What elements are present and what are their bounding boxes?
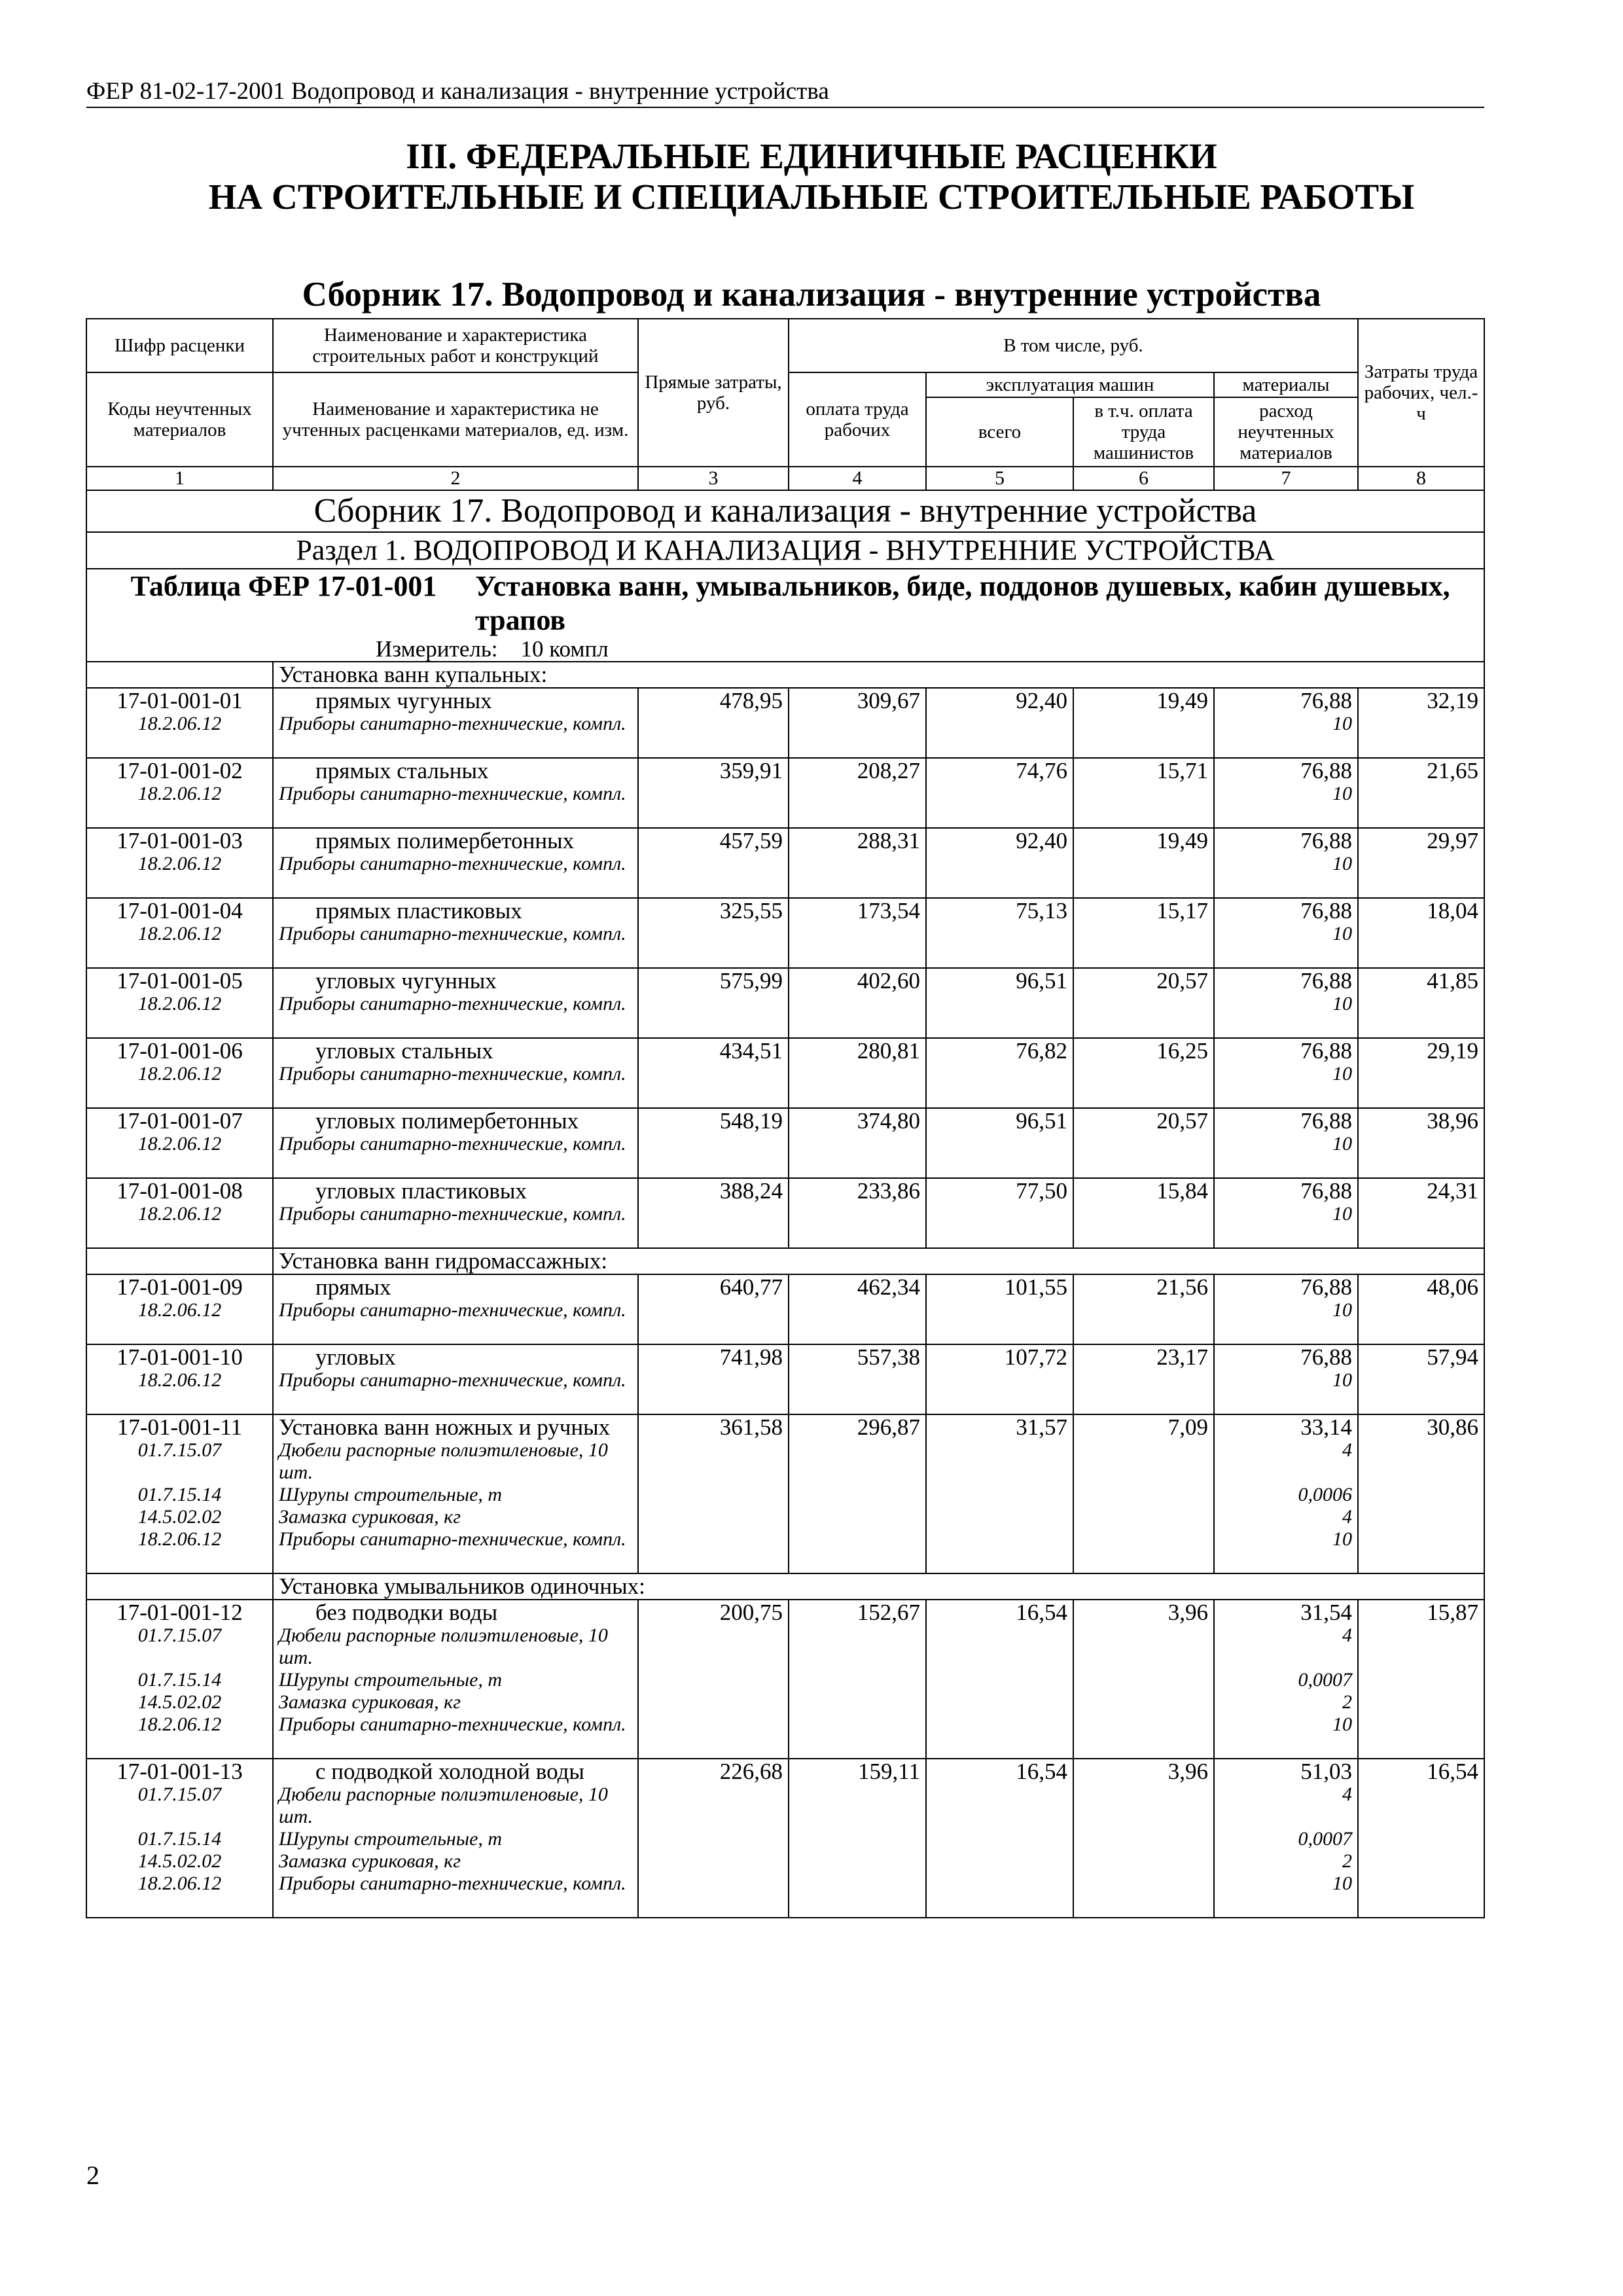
value-c3: 361,58 bbox=[638, 1414, 789, 1573]
materials-value: 76,88 bbox=[1300, 1178, 1352, 1204]
value-c8: 57,94 bbox=[1358, 1344, 1484, 1414]
material-code: 01.7.15.07 bbox=[137, 1624, 222, 1646]
col-number: 8 bbox=[1358, 467, 1484, 490]
material-name: Приборы санитарно-технические, компл. bbox=[279, 1369, 626, 1391]
material-qty: 10 bbox=[1332, 1133, 1352, 1155]
value-c5: 101,55 bbox=[926, 1274, 1073, 1344]
col-number: 2 bbox=[273, 467, 638, 490]
materials-cell bbox=[1214, 758, 1358, 828]
work-name-cell bbox=[273, 968, 638, 1038]
rate-code: 17-01-001-05 bbox=[116, 968, 243, 994]
col-number: 4 bbox=[789, 467, 926, 490]
col4-header: оплата труда рабочих bbox=[789, 372, 926, 467]
material-name: Приборы санитарно-технические, компл. bbox=[279, 1713, 626, 1735]
table-row bbox=[86, 1414, 1484, 1573]
work-name-cell bbox=[273, 1108, 638, 1178]
value-c8: 18,04 bbox=[1358, 898, 1484, 968]
material-qty: 10 bbox=[1332, 1369, 1352, 1391]
materials-cell bbox=[1214, 1600, 1358, 1759]
material-qty: 10 bbox=[1332, 1873, 1352, 1894]
work-name-cell bbox=[273, 898, 638, 968]
material-code: 18.2.06.12 bbox=[137, 1713, 222, 1735]
col-number: 7 bbox=[1214, 467, 1358, 490]
table-row bbox=[86, 1759, 1484, 1918]
value-c6: 20,57 bbox=[1073, 968, 1214, 1038]
materials-cell bbox=[1214, 1038, 1358, 1108]
material-name: Приборы санитарно-технические, компл. bbox=[279, 1203, 626, 1225]
group-spacer bbox=[86, 1573, 273, 1600]
work-name-cell bbox=[273, 1414, 638, 1573]
materials-value: 31,54 bbox=[1300, 1600, 1352, 1625]
rate-code-cell bbox=[86, 1038, 273, 1108]
materials-value: 33,14 bbox=[1300, 1414, 1352, 1440]
work-name-cell bbox=[273, 1344, 638, 1414]
materials-cell bbox=[1214, 1108, 1358, 1178]
material-code: 01.7.15.14 bbox=[137, 1669, 222, 1691]
material-qty: 4 bbox=[1342, 1439, 1352, 1461]
part-title-line-2: НА СТРОИТЕЛЬНЫЕ И СПЕЦИАЛЬНЫЕ СТРОИТЕЛЬНЫЕ РАБОТЫ bbox=[208, 177, 1415, 217]
work-name: угловых пластиковых bbox=[315, 1178, 527, 1204]
materials-value: 76,88 bbox=[1300, 1274, 1352, 1300]
value-c3: 457,59 bbox=[638, 828, 789, 898]
work-name: угловых полимербетонных bbox=[315, 1108, 579, 1134]
materials-cell bbox=[1214, 898, 1358, 968]
rate-code-cell bbox=[86, 1600, 273, 1759]
value-c6: 16,25 bbox=[1073, 1038, 1214, 1108]
value-c3: 640,77 bbox=[638, 1274, 789, 1344]
material-qty: 10 bbox=[1332, 993, 1352, 1014]
value-c6: 3,96 bbox=[1073, 1759, 1214, 1918]
material-qty: 4 bbox=[1342, 1624, 1352, 1646]
value-c6: 3,96 bbox=[1073, 1600, 1214, 1759]
work-name-cell bbox=[273, 758, 638, 828]
materials-value: 76,88 bbox=[1300, 1038, 1352, 1064]
value-c5: 92,40 bbox=[926, 688, 1073, 758]
table-row bbox=[86, 1038, 1484, 1108]
material-name: Дюбели распорные полиэтиленовые, 10 шт. bbox=[279, 1784, 608, 1827]
value-c8: 38,96 bbox=[1358, 1108, 1484, 1178]
section-row: Раздел 1. ВОДОПРОВОД И КАНАЛИЗАЦИЯ - ВНУТРЕННИЕ УСТРОЙСТВА bbox=[86, 532, 1484, 569]
value-c4: 402,60 bbox=[789, 968, 926, 1038]
materials-value: 76,88 bbox=[1300, 828, 1352, 853]
rate-code: 17-01-001-08 bbox=[116, 1178, 243, 1204]
material-name: Приборы санитарно-технические, компл. bbox=[279, 923, 626, 944]
work-name: прямых стальных bbox=[315, 758, 489, 783]
value-c5: 75,13 bbox=[926, 898, 1073, 968]
value-c4: 173,54 bbox=[789, 898, 926, 968]
material-code: 18.2.06.12 bbox=[137, 1063, 222, 1085]
material-name: Шурупы строительные, т bbox=[279, 1828, 503, 1850]
material-name: Шурупы строительные, т bbox=[279, 1669, 503, 1691]
value-c4: 309,67 bbox=[789, 688, 926, 758]
value-c3: 200,75 bbox=[638, 1600, 789, 1759]
material-name: Приборы санитарно-технические, компл. bbox=[279, 1528, 626, 1550]
material-name: Приборы санитарно-технические, компл. bbox=[279, 1299, 626, 1321]
value-c4: 280,81 bbox=[789, 1038, 926, 1108]
value-c8: 48,06 bbox=[1358, 1274, 1484, 1344]
table-name: Установка ванн, умывальников, биде, поддонов душевых, кабин душевых, трапов bbox=[475, 570, 1450, 636]
value-c4: 208,27 bbox=[789, 758, 926, 828]
part-title bbox=[0, 136, 1623, 217]
material-name: Приборы санитарно-технические, компл. bbox=[279, 1873, 626, 1894]
table-row bbox=[86, 1108, 1484, 1178]
material-qty: 10 bbox=[1332, 923, 1352, 944]
value-c5: 107,72 bbox=[926, 1344, 1073, 1414]
work-name-cell bbox=[273, 1274, 638, 1344]
value-c6: 19,49 bbox=[1073, 828, 1214, 898]
rate-code-cell bbox=[86, 1344, 273, 1414]
value-c8: 24,31 bbox=[1358, 1178, 1484, 1248]
material-code: 18.2.06.12 bbox=[137, 853, 222, 874]
material-code: 18.2.06.12 bbox=[137, 783, 222, 804]
materials-value: 76,88 bbox=[1300, 898, 1352, 924]
material-name: Приборы санитарно-технические, компл. bbox=[279, 1133, 626, 1155]
value-c3: 548,19 bbox=[638, 1108, 789, 1178]
material-qty: 10 bbox=[1332, 1203, 1352, 1225]
incl-header: В том числе, руб. bbox=[789, 319, 1358, 372]
page-header: ФЕР 81-02-17-2001 Водопровод и канализация - внутренние устройства bbox=[86, 77, 1484, 108]
value-c6: 7,09 bbox=[1073, 1414, 1214, 1573]
col2-header-b: Наименование и характеристика не учтенных расценками материалов, ед. изм. bbox=[273, 372, 638, 467]
material-code: 18.2.06.12 bbox=[137, 993, 222, 1014]
work-name: угловых стальных bbox=[315, 1038, 493, 1064]
material-qty: 10 bbox=[1332, 1528, 1352, 1550]
rates-table bbox=[86, 318, 1485, 1918]
value-c5: 96,51 bbox=[926, 1108, 1073, 1178]
material-qty: 10 bbox=[1332, 783, 1352, 804]
value-c4: 159,11 bbox=[789, 1759, 926, 1918]
materials-cell bbox=[1214, 828, 1358, 898]
material-code: 18.2.06.12 bbox=[137, 1299, 222, 1321]
rate-code-cell bbox=[86, 1108, 273, 1178]
group-label: Установка ванн гидромассажных: bbox=[273, 1248, 1484, 1274]
rate-code-cell bbox=[86, 1178, 273, 1248]
group-label: Установка умывальников одиночных: bbox=[273, 1573, 1484, 1600]
rate-code: 17-01-001-12 bbox=[116, 1600, 243, 1625]
material-qty: 0,0007 bbox=[1298, 1828, 1352, 1850]
material-name: Шурупы строительные, т bbox=[279, 1484, 503, 1505]
col3-header: Прямые затраты, руб. bbox=[638, 319, 789, 467]
rate-code-cell bbox=[86, 1414, 273, 1573]
work-name: прямых чугунных bbox=[315, 688, 492, 713]
material-qty: 4 bbox=[1342, 1784, 1352, 1805]
rate-code-cell bbox=[86, 968, 273, 1038]
value-c4: 288,31 bbox=[789, 828, 926, 898]
value-c8: 32,19 bbox=[1358, 688, 1484, 758]
materials-cell bbox=[1214, 1274, 1358, 1344]
work-name: прямых пластиковых bbox=[315, 898, 522, 924]
value-c6: 15,17 bbox=[1073, 898, 1214, 968]
material-code: 01.7.15.14 bbox=[137, 1484, 222, 1505]
group-row bbox=[86, 1573, 1484, 1600]
col-number: 3 bbox=[638, 467, 789, 490]
table-row bbox=[86, 1274, 1484, 1344]
machines-header: эксплуатация машин bbox=[926, 372, 1214, 397]
value-c4: 374,80 bbox=[789, 1108, 926, 1178]
col5-header: всего bbox=[926, 397, 1073, 467]
rate-code-cell bbox=[86, 1759, 273, 1918]
value-c4: 152,67 bbox=[789, 1600, 926, 1759]
work-name: с подводкой холодной воды bbox=[315, 1759, 584, 1784]
materials-cell bbox=[1214, 1344, 1358, 1414]
material-name: Замазка суриковая, кг bbox=[279, 1506, 461, 1528]
value-c5: 77,50 bbox=[926, 1178, 1073, 1248]
value-c5: 96,51 bbox=[926, 968, 1073, 1038]
work-name-cell bbox=[273, 1600, 638, 1759]
materials-cell bbox=[1214, 1759, 1358, 1918]
material-code: 18.2.06.12 bbox=[137, 1528, 222, 1550]
value-c8: 29,97 bbox=[1358, 828, 1484, 898]
material-name: Приборы санитарно-технические, компл. bbox=[279, 853, 626, 874]
col7-header: расход неучтенных материалов bbox=[1214, 397, 1358, 467]
table-row bbox=[86, 1178, 1484, 1248]
material-code: 14.5.02.02 bbox=[137, 1850, 222, 1872]
rate-code: 17-01-001-02 bbox=[116, 758, 243, 783]
value-c6: 20,57 bbox=[1073, 1108, 1214, 1178]
value-c5: 74,76 bbox=[926, 758, 1073, 828]
material-name: Замазка суриковая, кг bbox=[279, 1691, 461, 1713]
rate-code-cell bbox=[86, 828, 273, 898]
group-row bbox=[86, 1248, 1484, 1274]
table-code: Таблица ФЕР 17-01-001 bbox=[130, 570, 437, 602]
table-row bbox=[86, 1600, 1484, 1759]
materials-value: 76,88 bbox=[1300, 968, 1352, 994]
measure-value: 10 компл bbox=[520, 636, 609, 662]
material-qty: 0,0006 bbox=[1298, 1484, 1352, 1505]
col-number: 5 bbox=[926, 467, 1073, 490]
value-c4: 296,87 bbox=[789, 1414, 926, 1573]
value-c3: 575,99 bbox=[638, 968, 789, 1038]
rate-code: 17-01-001-01 bbox=[116, 688, 243, 713]
rate-code: 17-01-001-11 bbox=[116, 1414, 243, 1440]
material-qty: 2 bbox=[1342, 1691, 1352, 1713]
value-c5: 92,40 bbox=[926, 828, 1073, 898]
work-name-cell bbox=[273, 1038, 638, 1108]
material-code: 01.7.15.14 bbox=[137, 1828, 222, 1850]
material-code: 14.5.02.02 bbox=[137, 1691, 222, 1713]
measure-label: Измеритель: bbox=[376, 636, 498, 662]
table-row bbox=[86, 828, 1484, 898]
value-c3: 388,24 bbox=[638, 1178, 789, 1248]
rate-code-cell bbox=[86, 898, 273, 968]
col6-header: в т.ч. оплата труда машинистов bbox=[1073, 397, 1214, 467]
value-c4: 462,34 bbox=[789, 1274, 926, 1344]
value-c6: 15,84 bbox=[1073, 1178, 1214, 1248]
work-name: без подводки воды bbox=[315, 1600, 498, 1625]
value-c6: 21,56 bbox=[1073, 1274, 1214, 1344]
rate-code: 17-01-001-03 bbox=[116, 828, 243, 853]
materials-cell bbox=[1214, 1414, 1358, 1573]
material-name: Приборы санитарно-технические, компл. bbox=[279, 713, 626, 734]
table-row bbox=[86, 758, 1484, 828]
collection-title: Сборник 17. Водопровод и канализация - внутренние устройства bbox=[302, 276, 1321, 314]
materials-value: 76,88 bbox=[1300, 1344, 1352, 1370]
value-c5: 16,54 bbox=[926, 1759, 1073, 1918]
group-row bbox=[86, 662, 1484, 688]
work-name: Установка ванн ножных и ручных bbox=[279, 1414, 611, 1440]
material-name: Приборы санитарно-технические, компл. bbox=[279, 783, 626, 804]
value-c5: 16,54 bbox=[926, 1600, 1073, 1759]
value-c3: 325,55 bbox=[638, 898, 789, 968]
value-c4: 233,86 bbox=[789, 1178, 926, 1248]
materials-value: 76,88 bbox=[1300, 758, 1352, 783]
work-name-cell bbox=[273, 828, 638, 898]
page-number: 2 bbox=[86, 2161, 99, 2190]
material-name: Замазка суриковая, кг bbox=[279, 1850, 461, 1872]
group-spacer bbox=[86, 1248, 273, 1274]
value-c8: 21,65 bbox=[1358, 758, 1484, 828]
value-c3: 359,91 bbox=[638, 758, 789, 828]
col1-header-a: Шифр расценки bbox=[86, 319, 273, 372]
material-code: 18.2.06.12 bbox=[137, 1873, 222, 1894]
material-qty: 10 bbox=[1332, 1299, 1352, 1321]
material-code: 01.7.15.07 bbox=[137, 1439, 222, 1461]
material-code: 18.2.06.12 bbox=[137, 923, 222, 944]
table-row bbox=[86, 968, 1484, 1038]
material-qty: 10 bbox=[1332, 853, 1352, 874]
material-qty: 10 bbox=[1332, 1713, 1352, 1735]
table-row bbox=[86, 1344, 1484, 1414]
rate-code: 17-01-001-04 bbox=[116, 898, 243, 924]
value-c6: 19,49 bbox=[1073, 688, 1214, 758]
materials-value: 51,03 bbox=[1300, 1759, 1352, 1784]
material-qty: 10 bbox=[1332, 713, 1352, 734]
work-name: угловых чугунных bbox=[315, 968, 497, 994]
materials-cell bbox=[1214, 968, 1358, 1038]
value-c3: 226,68 bbox=[638, 1759, 789, 1918]
col-number: 6 bbox=[1073, 467, 1214, 490]
materials-value: 76,88 bbox=[1300, 688, 1352, 713]
value-c8: 15,87 bbox=[1358, 1600, 1484, 1759]
value-c8: 16,54 bbox=[1358, 1759, 1484, 1918]
table-row bbox=[86, 688, 1484, 758]
rate-code: 17-01-001-09 bbox=[116, 1274, 243, 1300]
work-name-cell bbox=[273, 688, 638, 758]
value-c5: 76,82 bbox=[926, 1038, 1073, 1108]
value-c3: 741,98 bbox=[638, 1344, 789, 1414]
material-code: 18.2.06.12 bbox=[137, 1369, 222, 1391]
material-qty: 10 bbox=[1332, 1063, 1352, 1085]
rate-code-cell bbox=[86, 688, 273, 758]
work-name-cell bbox=[273, 1178, 638, 1248]
materials-cell bbox=[1214, 1178, 1358, 1248]
material-code: 18.2.06.12 bbox=[137, 713, 222, 734]
material-code: 01.7.15.07 bbox=[137, 1784, 222, 1805]
rate-code: 17-01-001-07 bbox=[116, 1108, 243, 1134]
material-code: 18.2.06.12 bbox=[137, 1203, 222, 1225]
material-code: 18.2.06.12 bbox=[137, 1133, 222, 1155]
material-qty: 4 bbox=[1342, 1506, 1352, 1528]
col-number: 1 bbox=[86, 467, 273, 490]
rate-code-cell bbox=[86, 1274, 273, 1344]
material-name: Дюбели распорные полиэтиленовые, 10 шт. bbox=[279, 1439, 608, 1483]
rate-code: 17-01-001-06 bbox=[116, 1038, 243, 1064]
work-name: прямых полимербетонных bbox=[315, 828, 575, 853]
work-name: угловых bbox=[315, 1344, 396, 1370]
material-code: 14.5.02.02 bbox=[137, 1506, 222, 1528]
work-name-cell bbox=[273, 1759, 638, 1918]
table-row bbox=[86, 898, 1484, 968]
value-c5: 31,57 bbox=[926, 1414, 1073, 1573]
collection-row: Сборник 17. Водопровод и канализация - внутренние устройства bbox=[86, 490, 1484, 532]
materials-cell bbox=[1214, 688, 1358, 758]
material-name: Дюбели распорные полиэтиленовые, 10 шт. bbox=[279, 1624, 608, 1668]
value-c6: 23,17 bbox=[1073, 1344, 1214, 1414]
value-c4: 557,38 bbox=[789, 1344, 926, 1414]
material-qty: 0,0007 bbox=[1298, 1669, 1352, 1691]
materials-header: материалы bbox=[1214, 372, 1358, 397]
part-title-line-1: III. ФЕДЕРАЛЬНЫЕ ЕДИНИЧНЫЕ РАСЦЕНКИ bbox=[406, 136, 1217, 176]
value-c3: 478,95 bbox=[638, 688, 789, 758]
material-name: Приборы санитарно-технические, компл. bbox=[279, 1063, 626, 1085]
value-c6: 15,71 bbox=[1073, 758, 1214, 828]
material-qty: 2 bbox=[1342, 1850, 1352, 1872]
value-c8: 41,85 bbox=[1358, 968, 1484, 1038]
group-label: Установка ванн купальных: bbox=[273, 662, 1484, 688]
rate-code-cell bbox=[86, 758, 273, 828]
rate-code: 17-01-001-10 bbox=[116, 1344, 243, 1370]
table-title-cell bbox=[86, 569, 1484, 662]
rate-code: 17-01-001-13 bbox=[116, 1759, 243, 1784]
col2-header-a: Наименование и характеристика строительных работ и конструкций bbox=[273, 319, 638, 372]
value-c3: 434,51 bbox=[638, 1038, 789, 1108]
group-spacer bbox=[86, 662, 273, 688]
materials-value: 76,88 bbox=[1300, 1108, 1352, 1134]
value-c8: 30,86 bbox=[1358, 1414, 1484, 1573]
col8-header: Затраты труда рабочих, чел.-ч bbox=[1358, 319, 1484, 467]
material-name: Приборы санитарно-технические, компл. bbox=[279, 993, 626, 1014]
col1-header-b: Коды неучтенных материалов bbox=[86, 372, 273, 467]
value-c8: 29,19 bbox=[1358, 1038, 1484, 1108]
work-name: прямых bbox=[315, 1274, 391, 1300]
